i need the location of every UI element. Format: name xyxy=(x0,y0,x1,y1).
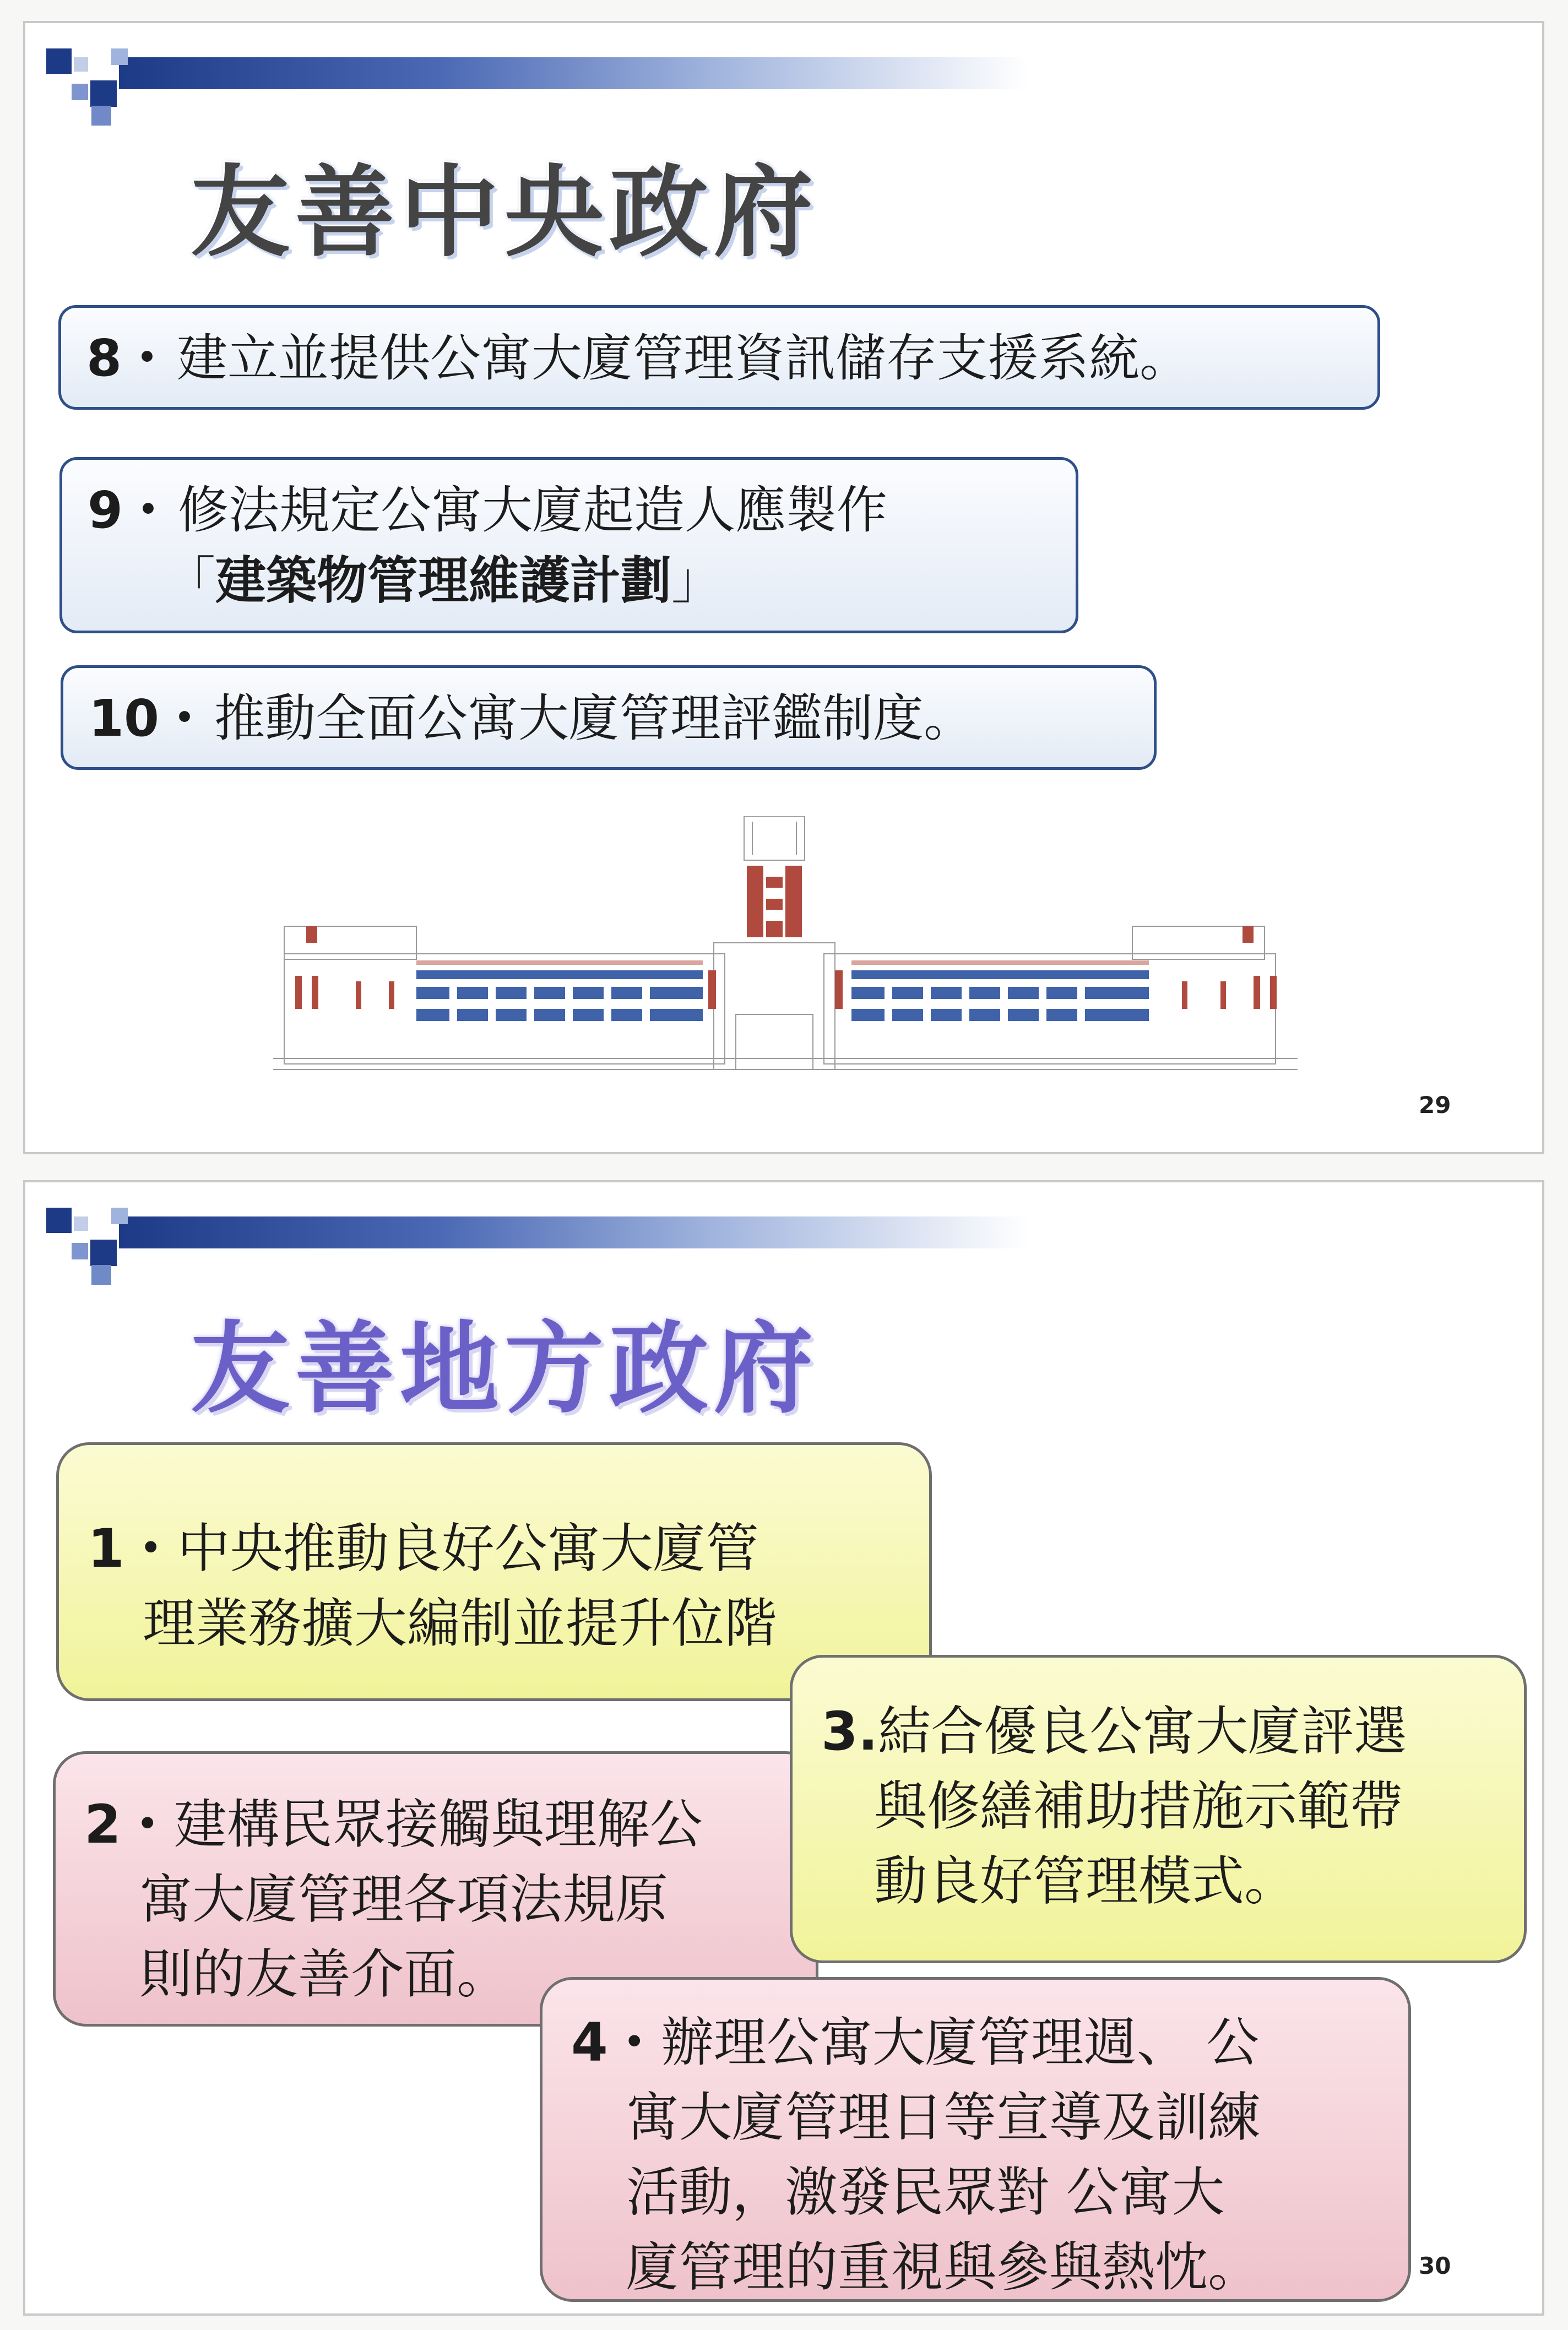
header-square xyxy=(111,48,128,65)
item-text-line: 寓大廈管理各項法規原 xyxy=(139,1869,668,1930)
item-text: 推動全面公寓大廈管理評鑑制度。 xyxy=(214,689,975,748)
page-number: 30 xyxy=(1419,2252,1451,2279)
item-text-line: 辦理公寓大廈管理週、 公 xyxy=(660,2012,1260,2073)
header-square xyxy=(90,80,117,107)
item-number: 10・ xyxy=(89,689,210,748)
header-band xyxy=(119,1216,1028,1248)
item-text-line: 動良好管理模式。 xyxy=(874,1850,1297,1912)
item-text-line: 建構民眾接觸與理解公 xyxy=(173,1794,703,1855)
header-square xyxy=(111,1208,128,1224)
item-text-line: 修法規定公寓大廈起造人應製作 xyxy=(178,481,888,540)
header-square xyxy=(91,106,111,126)
item-number: 1・ xyxy=(88,1518,177,1579)
item-8-box xyxy=(58,305,1380,410)
item-number: 9・ xyxy=(88,481,174,540)
item-number: 8・ xyxy=(86,329,173,388)
header-square xyxy=(74,57,88,72)
close-quote: 」 xyxy=(671,551,723,610)
item-3-box xyxy=(790,1655,1527,1963)
header-square xyxy=(91,1265,111,1285)
plan-name-bold: 建築物管理維護計劃 xyxy=(215,551,672,610)
slide-30 xyxy=(23,1180,1544,2316)
header-square xyxy=(72,84,88,100)
item-text-line: 結合優良公寓大廈評選 xyxy=(878,1701,1407,1762)
item-text-line: 則的友善介面。 xyxy=(139,1943,509,2005)
item-number: 3. xyxy=(821,1701,878,1762)
page-number: 29 xyxy=(1419,1091,1451,1118)
header-square xyxy=(74,1216,88,1231)
item-text: 建立並提供公寓大廈管理資訊儲存支援系統。 xyxy=(177,329,1191,388)
item-9-box xyxy=(59,457,1078,633)
item-number: 2・ xyxy=(84,1794,174,1855)
item-text-line: 理業務擴大編制並提升位階 xyxy=(143,1593,777,1654)
header-square xyxy=(46,48,72,74)
header-square xyxy=(46,1208,72,1233)
open-quote: 「 xyxy=(165,551,216,610)
slide-title: 友善中央政府 xyxy=(191,155,819,270)
item-4-box xyxy=(540,1977,1411,2302)
government-building-illustration xyxy=(273,816,1298,1075)
item-number: 4・ xyxy=(571,2012,661,2073)
item-text-line: 活動，激發民眾對 公寓大 xyxy=(626,2161,1225,2223)
header-band xyxy=(119,57,1028,89)
slide-29 xyxy=(23,21,1544,1154)
item-text-line: 中央推動良好公寓大廈管 xyxy=(177,1518,759,1579)
header-square xyxy=(90,1240,117,1266)
item-text-line: 廈管理的重視與參與熱忱。 xyxy=(626,2236,1261,2298)
item-text-line: 寓大廈管理日等宣導及訓練 xyxy=(626,2087,1261,2148)
item-text-line: 與修繕補助措施示範帶 xyxy=(874,1775,1403,1837)
slide-title: 友善地方政府 xyxy=(191,1312,819,1427)
item-1-box xyxy=(56,1442,932,1701)
header-square xyxy=(72,1243,88,1259)
item-10-box xyxy=(61,665,1157,770)
